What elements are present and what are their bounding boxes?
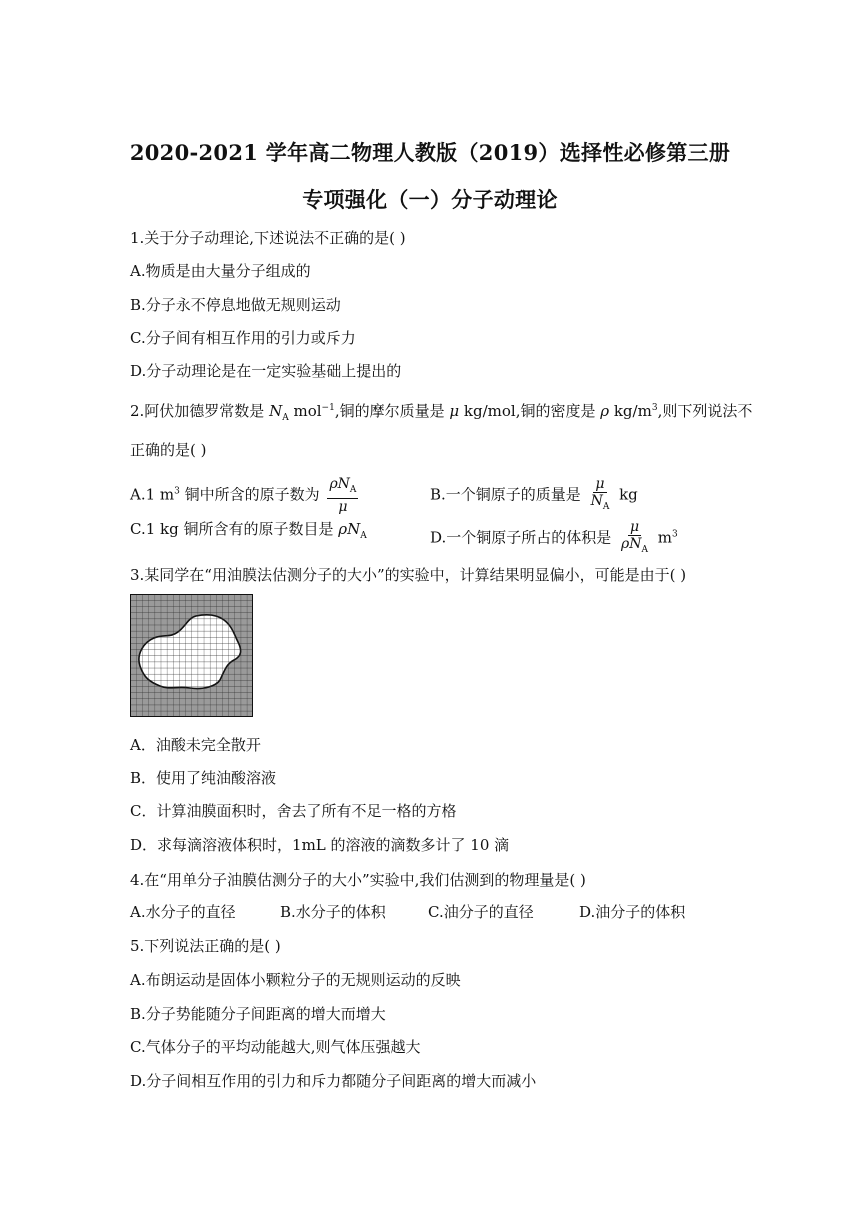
question-3-stem: 3.某同学在“用油膜法估测分子的大小”的实验中，计算结果明显偏小，可能是由于( ) <box>130 566 687 584</box>
q2c-text: C.1 kg 铜所含有的原子数目是 <box>130 520 339 538</box>
question-2-stem-line2: 正确的是( ) <box>130 441 207 459</box>
rho-symbol: ρ <box>600 402 610 420</box>
question-2-option-d <box>430 519 678 558</box>
question-2-stem <box>130 398 752 428</box>
q2-text-3: ,铜的密度是 <box>515 402 601 420</box>
question-5-option-c: C.气体分子的平均动能越大,则气体压强越大 <box>130 1038 421 1056</box>
document-subtitle: 专项强化（一）分子动理论 <box>302 187 558 212</box>
question-4-option-b: B.水分子的体积 <box>280 903 386 921</box>
question-5-option-a: A.布朗运动是固体小颗粒分子的无规则运动的反映 <box>130 971 461 989</box>
mu-symbol: μ <box>449 402 460 420</box>
q2a-numerator: $\rho N_A$ <box>327 476 358 499</box>
unit-m3-exponent: 3 <box>651 403 658 413</box>
unit-kg-per-mol: kg/mol <box>459 402 516 420</box>
question-2-option-a <box>130 476 361 515</box>
question-2-row-1 <box>130 476 730 515</box>
question-4-stem: 4.在“用单分子油膜估测分子的大小”实验中,我们估测到的物理量是( ) <box>130 871 586 889</box>
question-1-option-c: C.分子间有相互作用的引力或斥力 <box>130 329 356 347</box>
q2b-fraction <box>589 476 612 515</box>
q2a-fraction <box>327 476 358 515</box>
unit-mol: mol <box>288 402 322 420</box>
q2d-unit: m <box>653 528 673 547</box>
question-3-option-b: B．使用了纯油酸溶液 <box>130 769 277 787</box>
question-1-option-b: B.分子永不停息地做无规则运动 <box>130 296 341 314</box>
q2a-exponent: 3 <box>174 486 180 497</box>
q2a-denominator: μ <box>338 498 348 515</box>
q2c-subscript: A <box>360 531 367 541</box>
q2d-numerator: μ <box>629 519 640 535</box>
q2d-text: D.一个铜原子所占的体积是 <box>430 528 612 547</box>
q2b-numerator: μ <box>595 476 605 492</box>
avogadro-subscript: A <box>282 413 289 423</box>
question-2-option-c <box>130 519 367 546</box>
question-2-row-2 <box>130 519 730 555</box>
q2b-denominator: $N_A$ <box>590 493 610 512</box>
unit-mol-exponent: −1 <box>321 403 335 413</box>
question-3-option-c: C．计算油膜面积时，舍去了所有不足一格的方格 <box>130 802 457 820</box>
avogadro-symbol: N <box>269 402 283 420</box>
oil-film-grid-figure <box>130 594 253 717</box>
question-2-option-b <box>430 476 638 515</box>
question-1-option-d: D.分子动理论是在一定实验基础上提出的 <box>130 362 402 380</box>
question-4-option-d: D.油分子的体积 <box>579 903 686 921</box>
q2b-unit: kg <box>614 485 638 504</box>
question-3-option-d: D．求每滴溶液体积时，1mL 的溶液的滴数多计了 10 滴 <box>130 836 510 854</box>
q2d-denominator: $\rho N_A$ <box>621 536 649 555</box>
q2-text-4: ,则下列说法不 <box>657 402 753 420</box>
question-4-option-c: C.油分子的直径 <box>428 903 534 921</box>
question-5-option-b: B.分子势能随分子间距离的增大而增大 <box>130 1005 386 1023</box>
q2-text-2: ,铜的摩尔质量是 <box>334 402 450 420</box>
document-title: 2020-2021 学年高二物理人教版（2019）选择性必修第三册 <box>129 140 731 165</box>
q2-text-1: 2.阿伏加德罗常数是 <box>130 402 270 420</box>
question-5-stem: 5.下列说法正确的是( ) <box>130 937 281 955</box>
question-1-stem: 1.关于分子动理论,下述说法不正确的是( ) <box>130 229 406 247</box>
question-5-option-d: D.分子间相互作用的引力和斥力都随分子间距离的增大而减小 <box>130 1072 537 1090</box>
grid-lines <box>130 594 253 717</box>
q2b-text: B.一个铜原子的质量是 <box>430 485 581 504</box>
q2d-fraction <box>619 519 650 558</box>
question-3-option-a: A．油酸未完全散开 <box>130 736 261 754</box>
q2a-text: A.1 m <box>130 485 175 504</box>
q2d-unit-exponent: 3 <box>672 529 678 540</box>
question-4-option-a: A.水分子的直径 <box>130 903 236 921</box>
q2a-text-mid: 铜中所含的原子数为 <box>179 485 320 504</box>
unit-kg-per-m3: kg/m <box>609 402 652 420</box>
q2c-value: ρN <box>338 520 361 538</box>
question-1-option-a: A.物质是由大量分子组成的 <box>130 262 311 280</box>
